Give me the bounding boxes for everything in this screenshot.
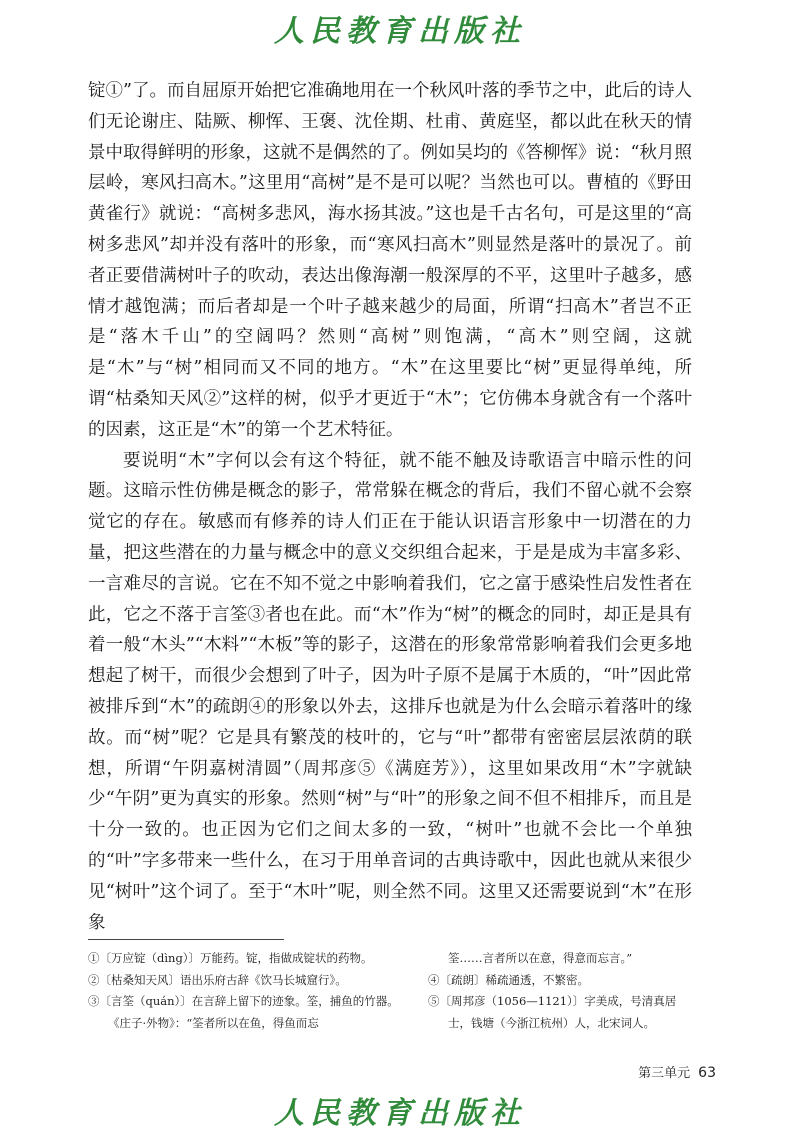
publisher-logo-bottom: 人民教育出版社 (274, 1096, 526, 1131)
footnote-divider (88, 939, 284, 940)
page-folio (638, 1062, 716, 1081)
unit-label: 第三单元 (638, 1066, 691, 1081)
footnote-2: ②〔枯桑知天风〕语出乐府古辞《饮马长城窟行》。 (88, 972, 347, 987)
paragraph-1: 锭①”了。而自屈原开始把它准确地用在一个秋风叶落的季节之中，此后的诗人们无论谢庄、陆厥、柳恽、王褒、沈佺期、杜甫、黄庭坚，都以此在秋天的情景中取得鲜明的形象，这就不是偶然的了。例如吴均的《答柳恽》说：“秋月照层岭，寒风扫高木。”这里用“高树”是不是可以呢？当然也可以。曹植的《野田黄雀行》就说：“高树多悲风，海水扬其波。”这也是千古名句，可是这里的“高树多悲风”却并没有落叶的形象，而“寒风扫高木”则显然是落叶的景况了。前者正要借满树叶子的吹动，表达出像海潮一般深厚的不平，这里叶子越多，感情才越饱满；而后者却是一个叶子越来越少的局面，所谓“扫高木”者岂不正是“落木千山”的空阔吗？然则“高树”则饱满，“高木”则空阔，这就是“木”与“树”相同而又不同的地方。“木”在这里要比“树”更显得单纯，所谓“枯桑知天风②”这样的树，似乎才更近于“木”；它仿佛本身就含有一个落叶的因素，这正是“木”的第一个艺术特征。 (88, 81, 692, 440)
footnotes-left-column (88, 948, 410, 1034)
footnote-3: ③〔言筌（quán）〕在言辞上留下的迹象。筌，捕鱼的竹器。《庄子·外物》：“筌者所以在鱼，得鱼而忘 (88, 994, 399, 1030)
page-number: 63 (698, 1065, 716, 1081)
body-text (88, 76, 692, 938)
footnotes-right-column (428, 948, 698, 1034)
footnote-3-continued: 筌……言者所以在意，得意而忘言。” (448, 951, 633, 965)
footnote-1: ①〔万应锭（dìng）〕万能药。锭，指做成锭状的药物。 (88, 951, 373, 965)
footnote-5: ⑤〔周邦彦（1056—1121）〕字美成，号清真居士，钱塘（今浙江杭州）人，北宋词人。 (428, 994, 677, 1030)
paragraph-2: 要说明“木”字何以会有这个特征，就不能不触及诗歌语言中暗示性的问题。这暗示性仿佛是概念的影子，常常躲在概念的背后，我们不留心就不会察觉它的存在。敏感而有修养的诗人们正在于能认识语言形象中一切潜在的力量，把这些潜在的力量与概念中的意义交织组合起来，于是是成为丰富多彩、一言难尽的言说。它在不知不觉之中影响着我们，它之富于感染性启发性者在此，它之不落于言筌③者也在此。而“木”作为“树”的概念的同时，却正是具有着一般“木头”“木料”“木板”等的影子，这潜在的形象常常影响着我们会更多地想起了树干，而很少会想到了叶子，因为叶子原不是属于木质的，“叶”因此常被排斥到“木”的疏朗④的形象以外去，这排斥也就是为什么会暗示着落叶的缘故。而“树”呢？它是具有繁茂的枝叶的，它与“叶”都带有密密层层浓荫的联想，所谓“午阴嘉树清圆”（周邦彦⑤《满庭芳》），这里如果改用“木”字就缺少“午阴”更为真实的形象。然则“树”与“叶”的形象之间不但不相排斥，而且是十分一致的。也正因为它们之间太多的一致，“树叶”也就不会比一个单独的“叶”字多带来一些什么，在习于用单音词的古典诗歌中，因此也就从来很少见“树叶”这个词了。至于“木叶”呢，则全然不同。这里又还需要说到“木”在形象 (88, 450, 692, 933)
publisher-logo-top: 人民教育出版社 (274, 14, 526, 49)
footnote-4: ④〔疏朗〕稀疏通透，不繁密。 (428, 972, 589, 987)
